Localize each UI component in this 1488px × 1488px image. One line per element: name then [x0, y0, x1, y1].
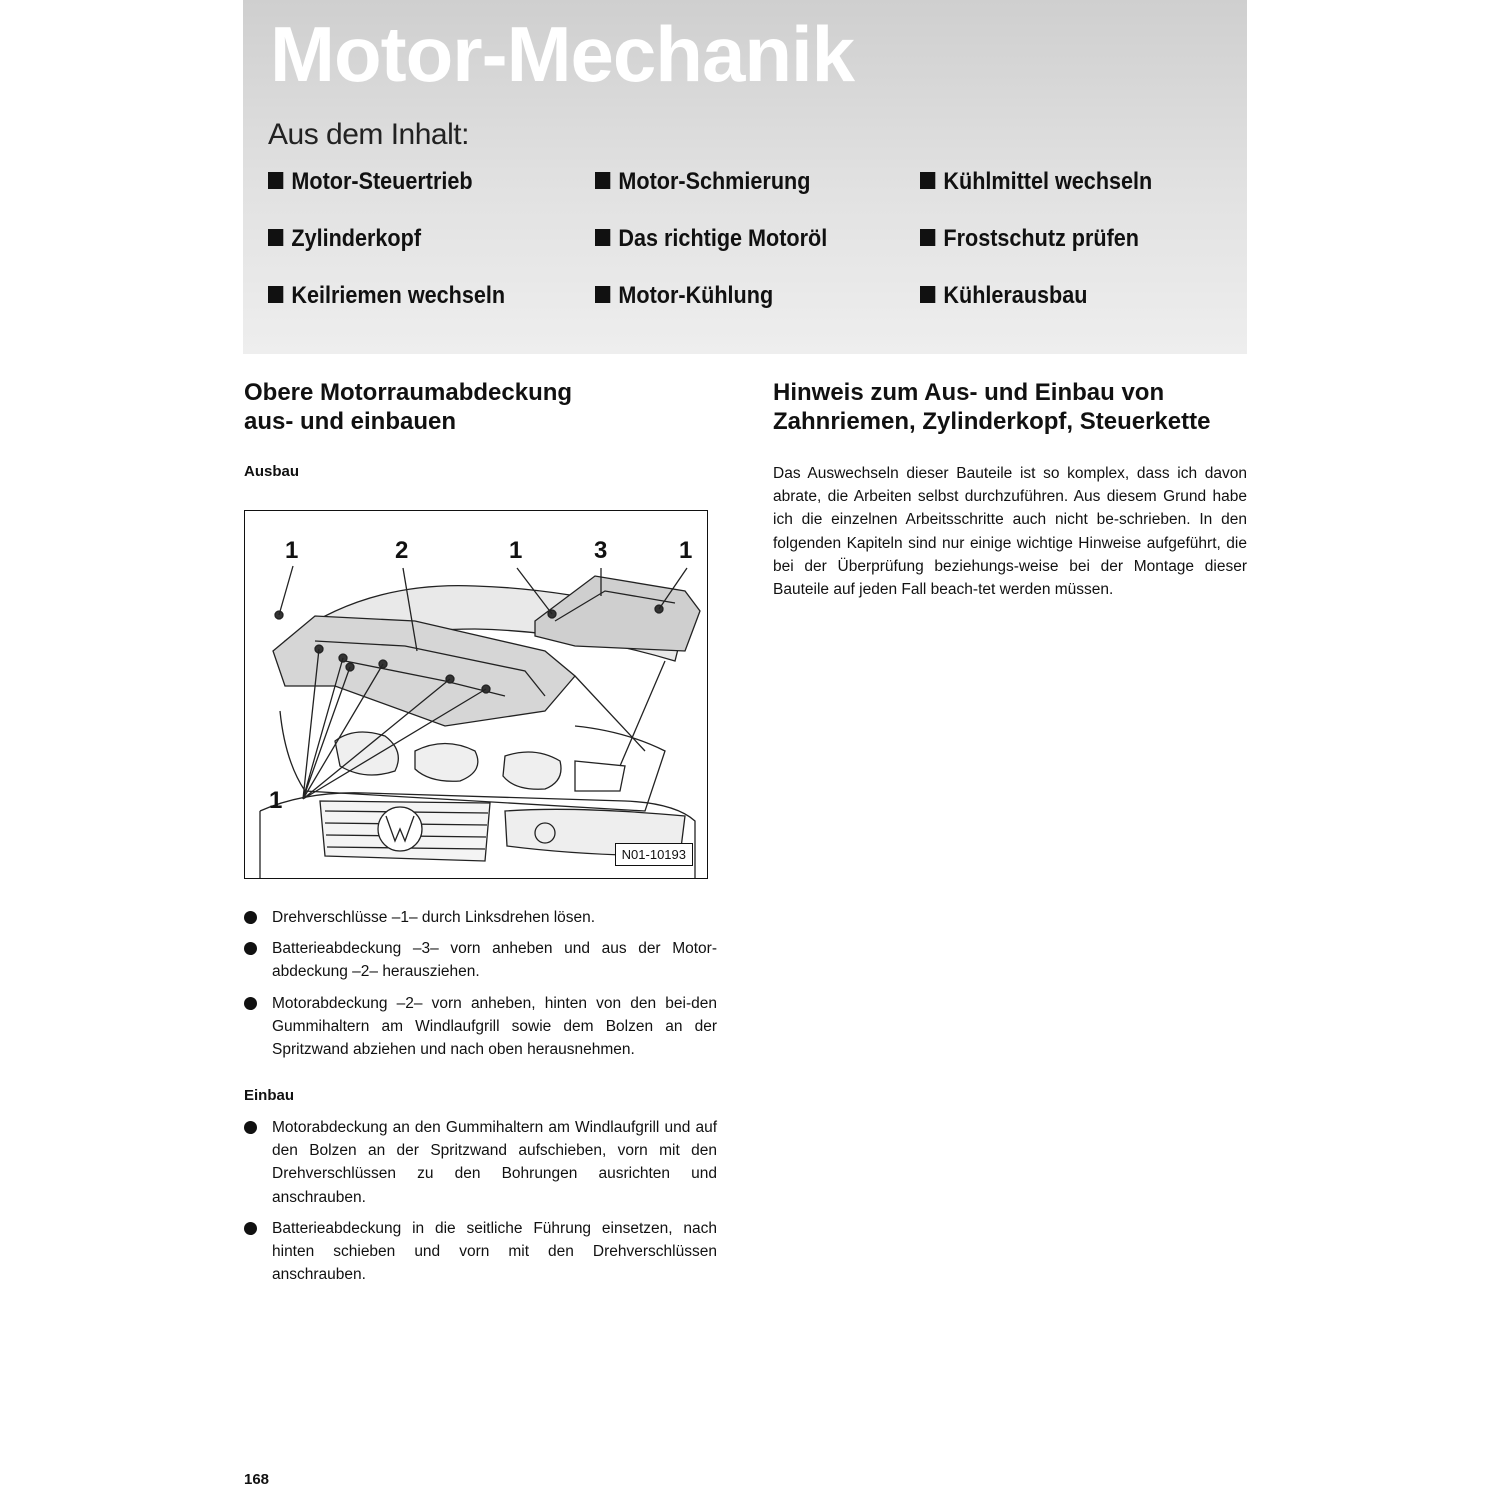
square-bullet-icon	[268, 229, 283, 246]
section-heading: Obere Motorraumabdeckung aus- und einbauen	[244, 379, 573, 435]
callout-label: 1	[679, 537, 693, 564]
square-bullet-icon	[268, 172, 283, 189]
callout-label: 1	[509, 537, 523, 564]
callout-label: 1	[269, 787, 283, 814]
ausbau-step-list	[244, 906, 717, 1069]
einbau-step-list	[244, 1116, 717, 1294]
note-paragraph: Das Auswechseln dieser Bauteile ist so komplex, dass ich davon abrate, die Arbeiten selbst durchzuführen. Aus diesem Grund habe ich die einzelnen Arbeitsschritte auch nicht be-schrieben. In den folgenden Kapiteln sind nur einige wichtige Hinweise aufgeführt, die bei der Überprüfung beziehungs-weise bei der Montage dieser Bauteile auf jeden Fall beach-tet werden müssen.	[773, 465, 1247, 599]
topic-item: Das richtige Motoröl	[595, 225, 827, 253]
left-column	[244, 378, 717, 436]
callout-label: 2	[395, 537, 409, 564]
bullet-dot-icon	[244, 997, 257, 1010]
list-item: Batterieabdeckung in die seitliche Führung einsetzen, nach hinten schieben und vorn mit den Drehverschlüssen anschrauben.	[244, 1217, 717, 1287]
topic-item: Kühlerausbau	[920, 282, 1087, 310]
topic-item: Zylinderkopf	[268, 225, 421, 253]
figure-code: N01-10193	[615, 843, 693, 866]
chapter-header	[243, 0, 1247, 354]
topic-item: Motor-Steuertrieb	[268, 168, 473, 196]
callout-label: 3	[594, 537, 608, 564]
topic-item: Kühlmittel wechseln	[920, 168, 1152, 196]
bullet-dot-icon	[244, 1121, 257, 1134]
square-bullet-icon	[595, 229, 610, 246]
engine-bay-illustration	[245, 511, 708, 879]
topic-item: Motor-Schmierung	[595, 168, 810, 196]
square-bullet-icon	[268, 286, 283, 303]
engine-cover-figure	[244, 510, 708, 879]
list-item: Motorabdeckung –2– vorn anheben, hinten von den bei-den Gummihaltern am Windlaufgrill sowie dem Bolzen an der Spritzwand abziehen und nach oben herausnehmen.	[244, 992, 717, 1062]
list-item: Drehverschlüsse –1– durch Linksdrehen lösen.	[244, 906, 717, 929]
list-item: Motorabdeckung an den Gummihaltern am Windlaufgrill und auf den Bolzen an der Spritzwand aufschieben, vorn mit den Drehverschlüssen zu den Bohrungen ausrichten und anschrauben.	[244, 1116, 717, 1209]
square-bullet-icon	[920, 172, 935, 189]
right-column	[773, 378, 1247, 601]
bullet-dot-icon	[244, 1222, 257, 1235]
einbau-subheading: Einbau	[244, 1087, 295, 1104]
square-bullet-icon	[595, 172, 610, 189]
topic-item: Keilriemen wechseln	[268, 282, 505, 310]
section-heading: Hinweis zum Aus- und Einbau von Zahnriemen, Zylinderkopf, Steuerkette	[773, 379, 1211, 435]
list-item: Batterieabdeckung –3– vorn anheben und aus der Motor-abdeckung –2– herausziehen.	[244, 937, 717, 983]
ausbau-subheading: Ausbau	[244, 463, 300, 480]
topic-item: Frostschutz prüfen	[920, 225, 1139, 253]
square-bullet-icon	[920, 229, 935, 246]
contents-label: Aus dem Inhalt:	[268, 118, 469, 151]
callout-label: 1	[285, 537, 299, 564]
page-number: 168	[244, 1471, 270, 1488]
square-bullet-icon	[595, 286, 610, 303]
chapter-title: Motor-Mechanik	[270, 10, 855, 98]
bullet-dot-icon	[244, 942, 257, 955]
bullet-dot-icon	[244, 911, 257, 924]
square-bullet-icon	[920, 286, 935, 303]
topic-item: Motor-Kühlung	[595, 282, 773, 310]
